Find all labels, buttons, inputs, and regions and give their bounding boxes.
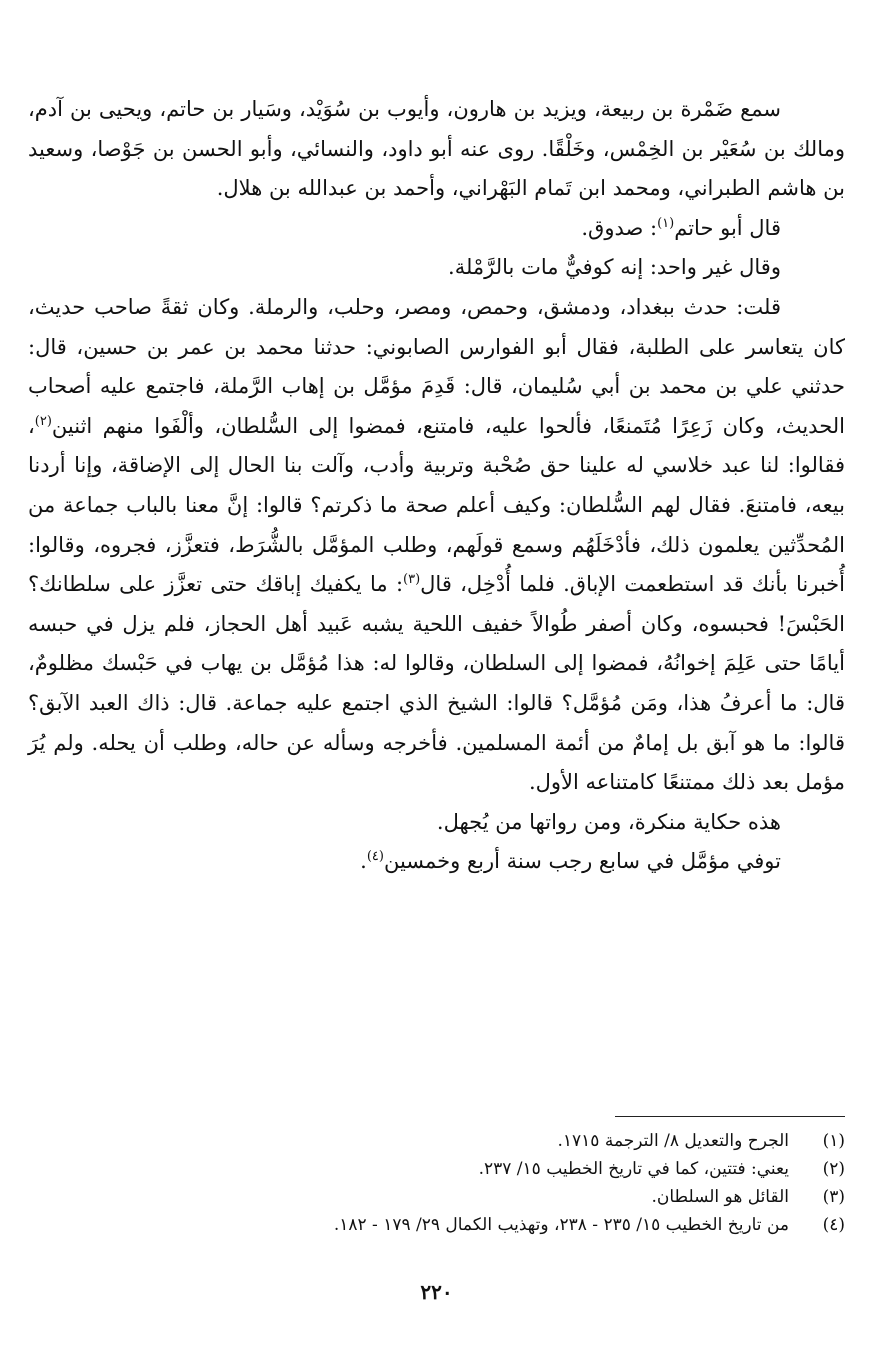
paragraph-1 xyxy=(28,90,845,209)
footnote-text: القائل هو السلطان. xyxy=(651,1187,789,1207)
paragraph-3 xyxy=(28,248,845,288)
paragraph-4-text-a: قلت: حدث ببغداد، ودمشق، وحمص، ومصر، وحلب، والرملة. وكان ثقةً صاحب حديث، كان يتعاسر على الطلبة، فقال أبو الفوارس الصابوني: حدثنا محمد بن عمر بن حسين، قال: حدثني علي بن محمد بن أبي سُليمان، قال: قَدِمَ مؤمَّل بن إهاب الرَّملة، فاجتمع عليه أصحاب الحديث، وكان زَعِرًا مُتَمنعًا، فألحوا عليه، فامتنع، فمضوا إلى السُّلطان، وألْفَوا منهم اثنين xyxy=(28,294,845,438)
footnote-item xyxy=(28,1211,845,1239)
paragraph-5 xyxy=(28,803,845,843)
footnote-marker-4: (٤) xyxy=(366,849,384,865)
paragraph-6-text: توفي مؤمَّل في سابع رجب سنة أربع وخمسين xyxy=(383,849,781,874)
footnote-item xyxy=(28,1183,845,1211)
footnote-text: يعني: فتتين، كما في تاريخ الخطيب ١٥/ ٢٣٧. xyxy=(478,1159,789,1179)
paragraph-2-text-end: : صدوق. xyxy=(581,215,658,240)
paragraph-5-text: هذه حكاية منكرة، ومن رواتها من يُجهل. xyxy=(436,809,781,834)
footnote-marker-3: (٣) xyxy=(403,572,421,588)
footnote-divider xyxy=(615,1116,845,1117)
footnote-number: (٣) xyxy=(822,1187,845,1207)
footnotes xyxy=(28,1127,845,1239)
footnote-number: (١) xyxy=(822,1131,845,1151)
footnote-item xyxy=(28,1127,845,1155)
footnote-item xyxy=(28,1155,845,1183)
paragraph-6-text-end: . xyxy=(360,849,367,874)
paragraph-4 xyxy=(28,288,845,803)
footnote-number: (٤) xyxy=(822,1215,845,1235)
paragraph-2 xyxy=(28,209,845,249)
paragraph-1-text: سمع ضَمْرة بن ربيعة، ويزيد بن هارون، وأيوب بن سُوَيْد، وسَيار بن حاتم، ويحيى بن آدم، ومالك بن سُعَيْر بن الخِمْس، وخَلْقًا. روى عنه أبو داود، والنسائي، وأبو الحسن بن جَوْصا، وسعيد بن هاشم الطبراني، ومحمد ابن تَمام البَهْراني، وأحمد بن عبدالله بن هلال. xyxy=(28,97,845,201)
main-text xyxy=(28,90,845,882)
footnote-text: الجرح والتعديل ٨/ الترجمة ١٧١٥. xyxy=(557,1131,789,1151)
paragraph-6 xyxy=(28,842,845,882)
paragraph-2-text: قال أبو حاتم xyxy=(674,215,781,240)
paragraph-4-text-c: : ما يكفيك إباقك حتى تعزَّز على سلطانك؟ الحَبْسَ! فحبسوه، وكان أصفر طُوالاً خفيف اللحية يشبه عَبيد أهل الحجاز، فلم يزل في حبسه أيامًا حتى عَلِمَ إخوانُهُ، فمضوا إلى السلطان، وقالوا له: هذا مُؤمَّل بن يهاب في حَبْسك مظلومٌ، قال: ما أعرفُ هذا، ومَن مُؤمَّل؟ قالوا: الشيخ الذي اجتمع عليه جماعة. قال: ذاك العبد الآبق؟ قالوا: ما هو آبق بل إمامٌ من أئمة المسلمين. فأخرجه وسأله عن حاله، وطلب أن يحله. ولم يُرَ مؤمل بعد ذلك ممتنعًا كامتناعه الأول. xyxy=(28,572,845,795)
paragraph-3-text: وقال غير واحد: إنه كوفيٌّ مات بالرَّمْلة. xyxy=(448,255,781,280)
footnote-number: (٢) xyxy=(822,1159,845,1179)
footnote-text: من تاريخ الخطيب ١٥/ ٢٣٥ - ٢٣٨، وتهذيب الكمال ٢٩/ ١٧٩ - ١٨٢. xyxy=(333,1215,789,1235)
footnote-marker-1: (١) xyxy=(657,215,675,231)
page-number: ٢٢٠ xyxy=(420,1280,453,1304)
footnote-marker-2: (٢) xyxy=(34,413,52,429)
paragraph-4-text-b: ، فقالوا: لنا عبد خلاسي له علينا حق صُحْبة وتربية وأدب، وآلت بنا الحال إلى الإضاقة، وإنا أردنا بيعه، فامتنعَ. فقال لهم السُّلطان: وكيف أعلم صحة ما ذكرتم؟ قالوا: إنَّ معنا بالباب جماعة من المُحدِّثين يعلمون ذلك، فأدْخَلَهُم وسمع قولَهم، وطلب المؤمَّل بالشُّرَط، فتعزَّز، فجروه، وقالوا: أُخبرنا بأنك قد استطعمت الإباق. فلما أُدْخِل، قال xyxy=(28,413,845,597)
